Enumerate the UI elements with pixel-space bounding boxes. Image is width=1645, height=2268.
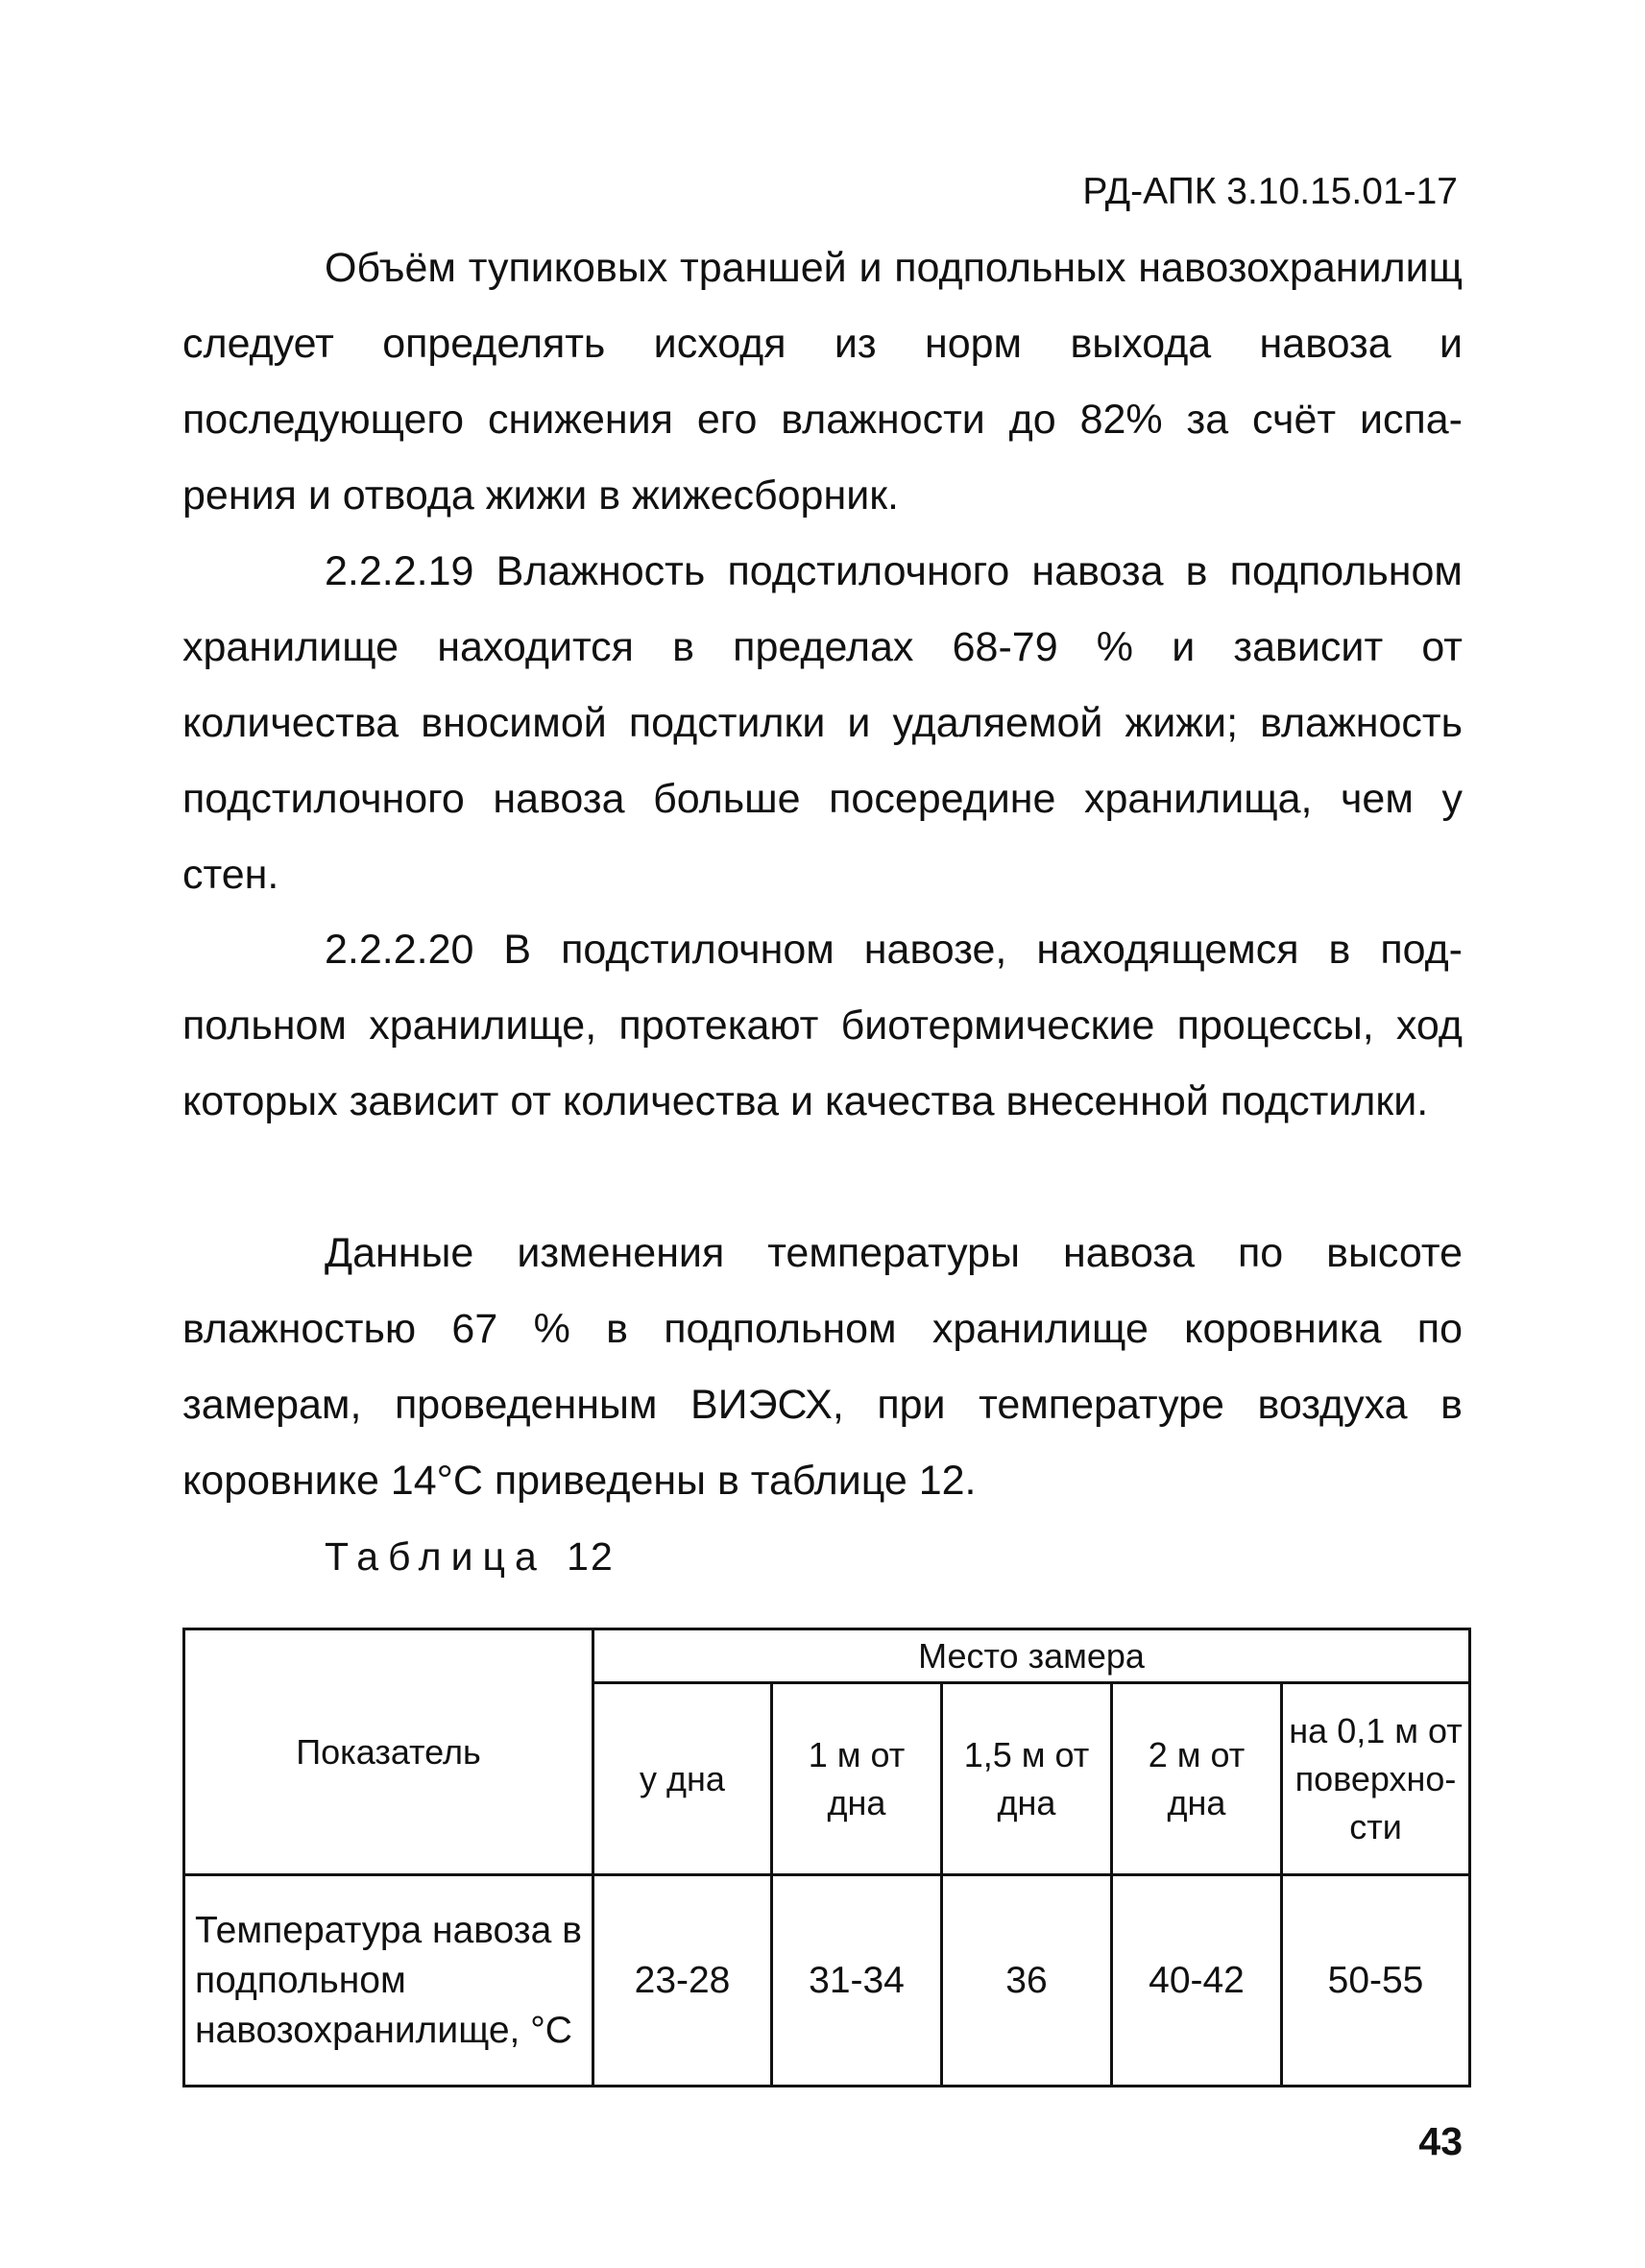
measurement-table	[182, 1628, 1471, 2087]
column-header: 1,5 м от дна	[942, 1683, 1112, 1875]
column-header: у дна	[593, 1683, 772, 1875]
paragraph	[182, 230, 1463, 534]
table-cell: 31-34	[772, 1875, 942, 2087]
document-code: РД-АПК 3.10.15.01-17	[1082, 171, 1458, 212]
table-caption-word: Таблица	[325, 1534, 546, 1579]
table-cell: 23-28	[593, 1875, 772, 2087]
table-cell: 36	[942, 1875, 1112, 2087]
paragraph-text: 2.2.2.20 В подстилочном навозе, находящемся в подпольном хранилище, протекают биотермические процессы, ход которых зависит от количества и качества внесенной подстилки.	[182, 927, 1463, 1124]
paragraph-text: Объём тупиковых траншей и подпольных навозохранилищ следует определять исходя из норм выхода навоза и последующего снижения его влажности до 82% за счёт испарения и отвода жижи в жижесборник.	[182, 245, 1463, 519]
table-cell: 40-42	[1112, 1875, 1282, 2087]
table-row	[184, 1875, 1470, 2087]
page-number: 43	[1418, 2119, 1463, 2163]
header-indicator: Показатель	[184, 1629, 593, 1875]
table-cell: 50-55	[1282, 1875, 1470, 2087]
paragraph-text: 2.2.2.19 Влажность подстилочного навоза в подпольном хранилище находится в пределах 68-79 % и зависит от количества вносимой подстилки и удаляемой жижи; влажность подстилочного навоза больше посередине хранилища, чем у стен.	[182, 548, 1463, 898]
table-caption-number: 12	[567, 1534, 615, 1579]
paragraph-text: Данные изменения температуры навоза по высоте влажностью 67 % в подпольном хранилище коровника по замерам, проведенным ВИЭСХ, при температуре воздуха в коровнике 14°С приведены в таблице 12.	[182, 1230, 1463, 1504]
paragraph	[182, 534, 1463, 913]
row-label: Температура навоза в подпольном навозохранилище, °С	[184, 1875, 593, 2087]
paragraph	[182, 912, 1463, 1140]
column-header: 1 м от дна	[772, 1683, 942, 1875]
column-header: 2 м от дна	[1112, 1683, 1282, 1875]
table-caption	[325, 1532, 615, 1581]
column-header: на 0,1 м от поверхности	[1282, 1683, 1470, 1875]
paragraph	[182, 1216, 1463, 1519]
header-measurement-place: Место замера	[593, 1629, 1470, 1683]
